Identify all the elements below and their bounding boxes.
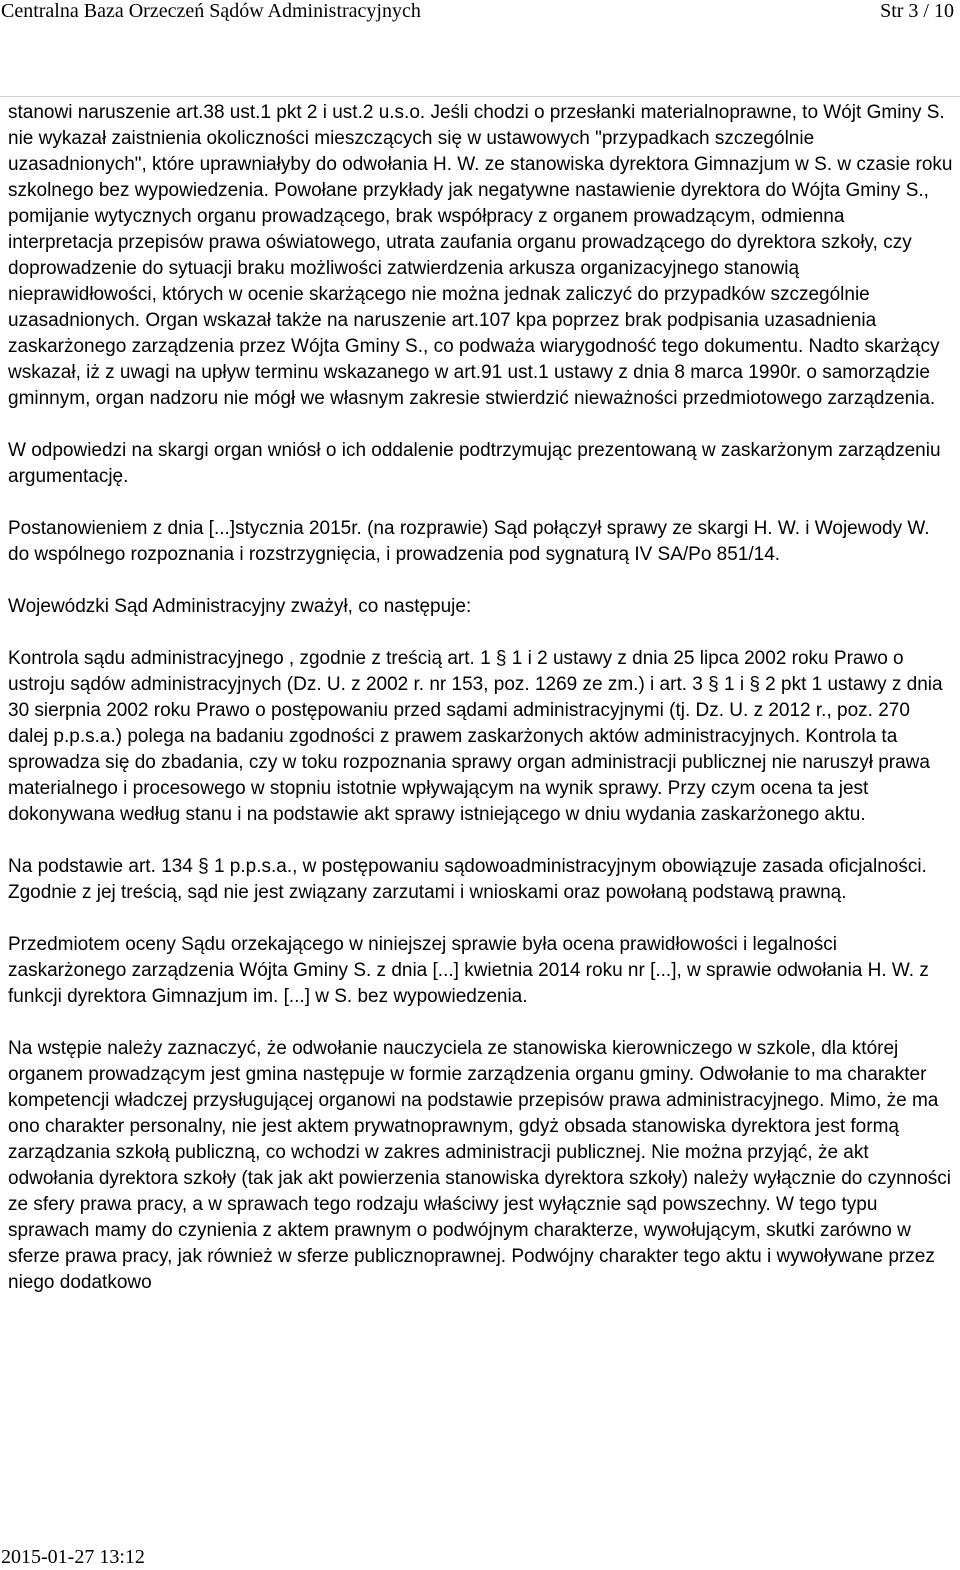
paragraph: Wojewódzki Sąd Administracyjny zważył, co następuje: bbox=[8, 596, 472, 617]
paragraph: Na wstępie należy zaznaczyć, że odwołanie nauczyciela ze stanowiska kierowniczego w szkole, dla której organem prowadzącym jest gmina następuje w formie zarządzenia organu gminy. Odwołanie to ma charakter kompetencji władczej przysługującej organowi na podstawie przepisów prawa administracyjnego. Mimo, że ma ono charakter personalny, nie jest aktem prywatnoprawnym, gdyż obsada stanowiska dyrektora jest formą zarządzania szkołą publiczną, co wchodzi w zakres administracji publicznej. Nie można przyjąć, że akt odwołania dyrektora szkoły (tak jak akt powierzenia stanowiska dyrektora szkoły) należy wyłącznie do czynności ze sfery prawa pracy, a w sprawach tego rodzaju właściwy jest wyłącznie sąd powszechny. W tego typu sprawach mamy do czynienia z aktem prawnym o podwójnym charakterze, wywołującym, skutki zarówno w sferze prawa pracy, jak również w sferze publicznoprawnej. Podwójny charakter tego aktu i wywoływane przez niego dodatkowo bbox=[8, 1038, 952, 1293]
page-number: Str 3 / 10 bbox=[880, 0, 954, 22]
page-header bbox=[0, 0, 960, 32]
paragraph: Postanowieniem z dnia [...]stycznia 2015r. (na rozprawie) Sąd połączył sprawy ze skargi H. W. i Wojewody W. do wspólnego rozpoznania i rozstrzygnięcia, i prowadzenia pod sygnaturą IV SA/Po 851/14. bbox=[8, 518, 930, 565]
paragraph: stanowi naruszenie art.38 ust.1 pkt 2 i ust.2 u.s.o. Jeśli chodzi o przesłanki materialnoprawne, to Wójt Gminy S. nie wykazał zaistnienia okoliczności mieszczących się w ustawowych "przypadkach szczególnie uzasadnionych", które uprawniałyby do odwołania H. W. ze stanowiska dyrektora Gimnazjum w S. w czasie roku szkolnego bez wypowiedzenia. Powołane przykłady jak negatywne nastawienie dyrektora do Wójta Gminy S., pomijanie wytycznych organu prowadzącego, brak współpracy z organem prowadzącym, odmienna interpretacja przepisów prawa oświatowego, utrata zaufania organu prowadzącego do dyrektora szkoły, czy doprowadzenie do sytuacji braku możliwości zatwierdzenia arkusza organizacyjnego stanowią nieprawidłowości, których w ocenie skarżącego nie można jednak zaliczyć do przypadków szczególnie uzasadnionych. Organ wskazał także na naruszenie art.107 kpa poprzez brak podpisania uzasadnienia zaskarżonego zarządzenia przez Wójta Gminy S., co podważa wiarygodność tego dokumentu. Nadto skarżący wskazał, iż z uwagi na upływ terminu wskazanego w art.91 ust.1 ustawy z dnia 8 marca 1990r. o samorządzie gminnym, organ nadzoru nie mógł we własnym zakresie stwierdzić nieważności przedmiotowego zarządzenia. bbox=[8, 102, 953, 409]
paragraph: Na podstawie art. 134 § 1 p.p.s.a., w postępowaniu sądowoadministracyjnym obowiązuje zasada oficjalności. Zgodnie z jej treścią, sąd nie jest związany zarzutami i wnioskami oraz powołaną podstawą prawną. bbox=[8, 856, 927, 903]
paragraph: Przedmiotem oceny Sądu orzekającego w niniejszej sprawie była ocena prawidłowości i legalności zaskarżonego zarządzenia Wójta Gminy S. z dnia [...] kwietnia 2014 roku nr [...], w sprawie odwołania H. W. z funkcji dyrektora Gimnazjum im. [...] w S. bez wypowiedzenia. bbox=[8, 934, 929, 1007]
document-body bbox=[8, 100, 953, 1322]
header-divider bbox=[0, 96, 960, 97]
print-timestamp: 2015-01-27 13:12 bbox=[1, 1546, 145, 1568]
paragraph: W odpowiedzi na skargi organ wniósł o ich oddalenie podtrzymując prezentowaną w zaskarżonym zarządzeniu argumentację. bbox=[8, 440, 941, 487]
paragraph: Kontrola sądu administracyjnego , zgodnie z treścią art. 1 § 1 i 2 ustawy z dnia 25 lipca 2002 roku Prawo o ustroju sądów administracyjnych (Dz. U. z 2002 r. nr 153, poz. 1269 ze zm.) i art. 3 § 1 i § 2 pkt 1 ustawy z dnia 30 sierpnia 2002 roku Prawo o postępowaniu przed sądami administracyjnymi (tj. Dz. U. z 2012 r., poz. 270 dalej p.p.s.a.) polega na badaniu zgodności z prawem zaskarżonych aktów administracyjnych. Kontrola ta sprowadza się do zbadania, czy w toku rozpoznania sprawy organ administracji publicznej nie naruszył prawa materialnego i procesowego w stopniu istotnie wpływającym na wynik sprawy. Przy czym ocena ta jest dokonywana według stanu i na podstawie akt sprawy istniejącego w dniu wydania zaskarżonego aktu. bbox=[8, 648, 943, 825]
document-source-title: Centralna Baza Orzeczeń Sądów Administracyjnych bbox=[1, 0, 421, 22]
